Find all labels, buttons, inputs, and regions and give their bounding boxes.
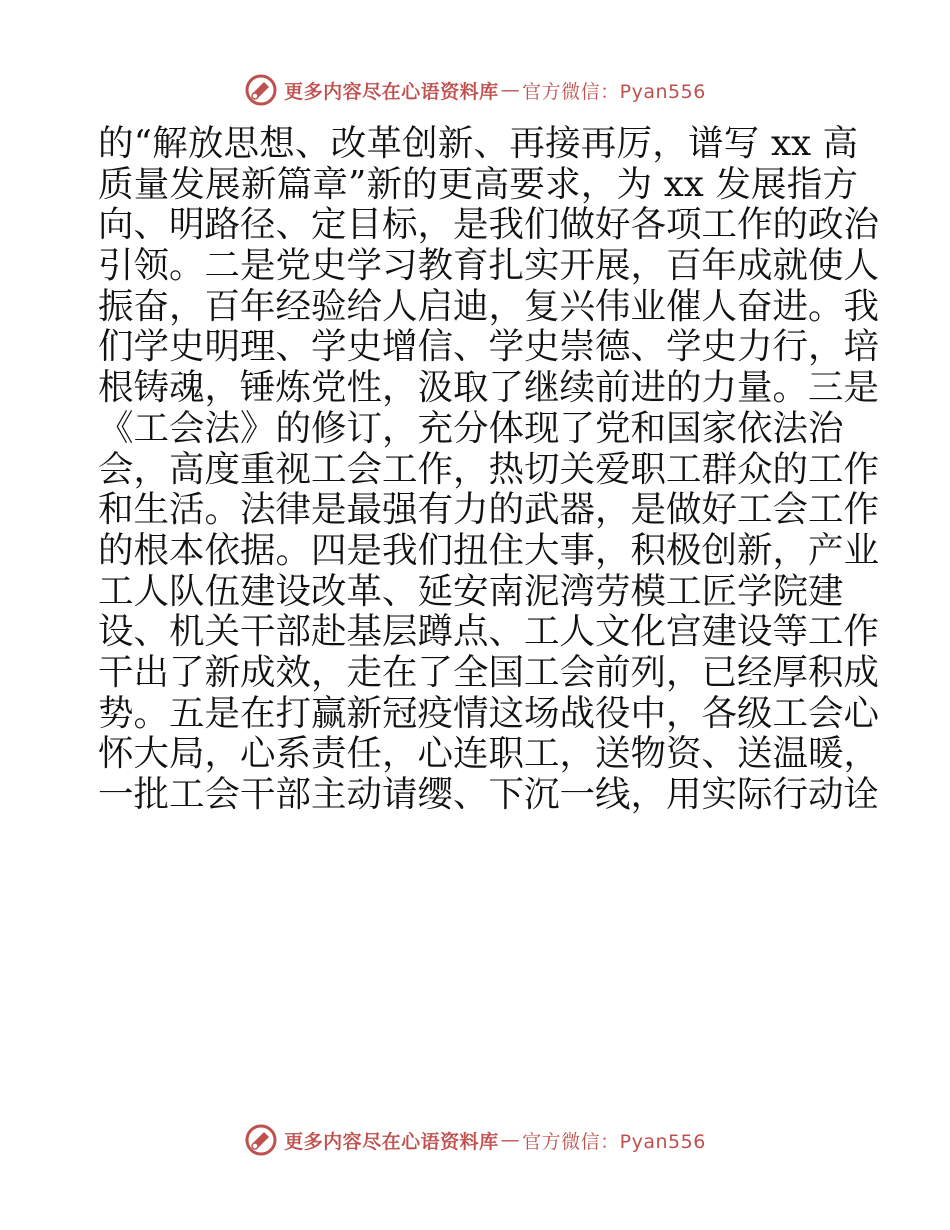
body-line: 的“解放思想、改革创新、再接再厉，谱写 xx 高 [98, 123, 858, 164]
body-line: 一批工会干部主动请缨、下沉一线，用实际行动诠 [98, 774, 880, 815]
body-line: 怀大局，心系责任，心连职工，送物资、送温暖， [98, 733, 880, 775]
body-line: 势。五是在打赢新冠疫情这场战役中，各级工会心 [98, 692, 880, 734]
footer-dash: — [500, 1129, 521, 1151]
footer-main-text: 更多内容尽在心语资料库 [284, 1130, 499, 1153]
body-line: 振奋，百年经验给人启迪，复兴伟业催人奋进。我 [98, 285, 880, 327]
body-line: 引领。二是党史学习教育扎实开展，百年成就使人 [98, 245, 880, 287]
body-line: 们学史明理、学史增信、学史崇德、学史力行，培 [98, 326, 880, 368]
logo-icon [244, 73, 278, 107]
header-dash: — [500, 79, 521, 101]
footer-contact-text: 官方微信：Pyan556 [522, 1130, 706, 1153]
logo-icon [244, 1123, 278, 1157]
body-line: 《工会法》的修订，充分体现了党和国家依法治 [98, 407, 844, 449]
footer-banner [0, 1120, 950, 1160]
body-line: 质量发展新篇章”新的更高要求，为 xx 发展指方 [98, 163, 858, 205]
body-line: 设、机关干部赴基层蹲点、工人文化宫建设等工作 [98, 611, 880, 653]
body-line: 根铸魂，锤炼党性，汲取了继续前进的力量。三是 [98, 367, 880, 409]
body-line: 向、明路径、定目标，是我们做好各项工作的政治 [98, 204, 880, 246]
header-banner [0, 70, 950, 110]
body-text [98, 123, 880, 816]
body-line: 和生活。法律是最强有力的武器，是做好工会工作 [98, 489, 880, 531]
body-line: 工人队伍建设改革、延安南泥湾劳模工匠学院建 [98, 570, 844, 612]
body-line: 的根本依据。四是我们扭住大事，积极创新，产业 [98, 529, 880, 571]
body-line: 会，高度重视工会工作，热切关爱职工群众的工作 [98, 448, 880, 490]
header-contact-text: 官方微信：Pyan556 [522, 80, 706, 103]
body-line: 干出了新成效，走在了全国工会前列，已经厚积成 [98, 651, 880, 693]
header-main-text: 更多内容尽在心语资料库 [284, 80, 499, 103]
